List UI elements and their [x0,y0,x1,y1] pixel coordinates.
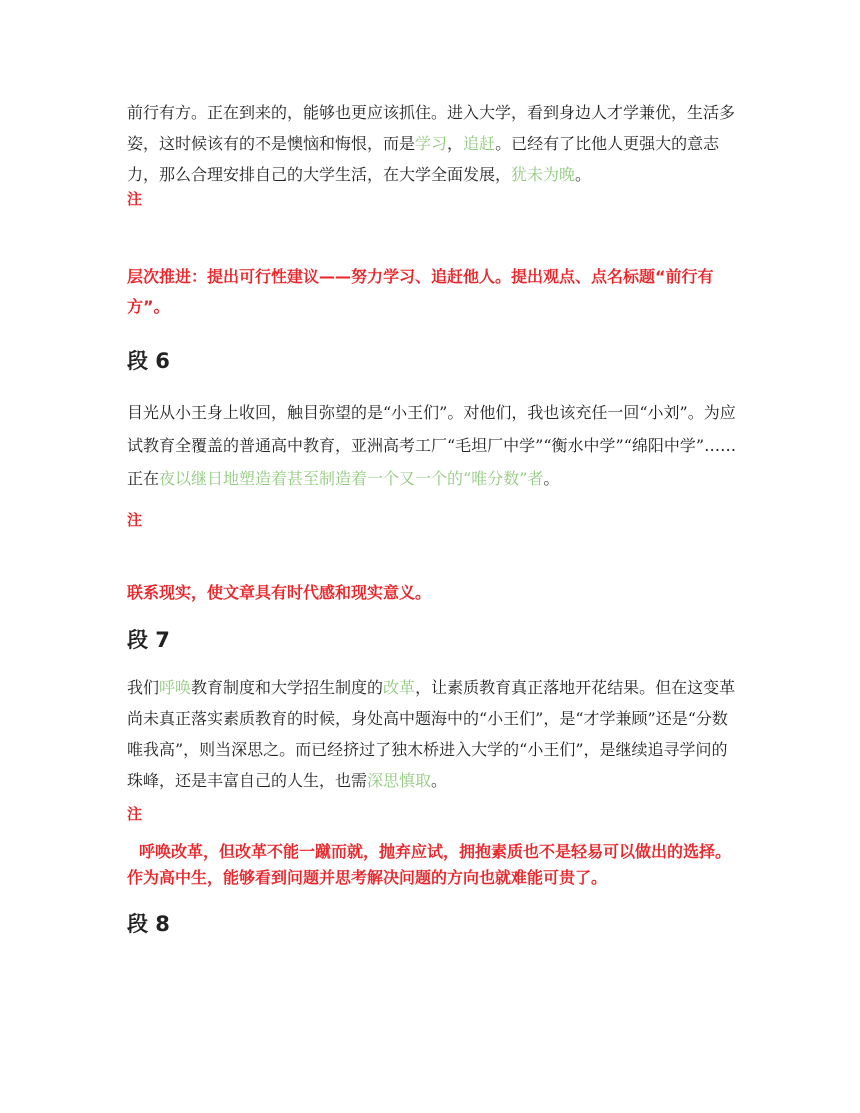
text-run: ， [447,134,464,153]
note-label: 注 [127,805,143,823]
paragraph-6 [127,396,739,495]
section-heading: 段 7 [127,628,170,652]
text-run: 目光从小王身上收回，触目弥望的是“小王们”。对他们，我也该充任一回“小刘”。为应试教育全覆盖的普通高中教育，亚洲高考工厂“毛坦厂中学”“衡水中学”“绵阳中学”……正在 [127,403,737,488]
highlight-run: 追赶 [463,134,496,153]
highlight-run: 夜以继日地塑造着甚至制造着一个又一个的“唯分数”者 [159,469,544,488]
text-run: 。 [575,165,592,184]
text-run: ，让素质教育真正落地开花结果。但在这变革尚未真正落实素质教育的时候，身处高中题海中的“小王们”，是“才学兼顾”还是“分数唯我高”，则当深思之。而已经挤过了独木桥进入大学的“小王们”，是继续追寻学问的珠峰，还是丰富自己的人生，也需 [127,678,736,790]
note-label: 注 [127,511,143,529]
text-run: 前行有方。正在到来的，能够也更应该抓住。进入大学，看到身边人才学兼优，生活多姿，这时候该有的不是懊恼和悔恨，而是 [127,103,736,153]
text-run: 。 [431,771,448,790]
note-text: 联系现实，使文章具有时代感和现实意义。 [127,583,432,602]
text-run: 教育制度和大学招生制度的 [191,678,384,697]
text-run: 。已经有了比他人更强大的意志力，那么合理安排自己的大学生活，在大学全面发展， [127,134,720,184]
highlight-run: 犹未为晚 [511,165,576,184]
paragraph-7 [127,672,739,796]
note-text: 层次推进：提出可行性建议——努力学习、追赶他人。提出观点、点名标题“前行有方”。 [127,267,714,316]
note-label: 注 [127,190,143,208]
highlight-run: 改革 [383,678,416,697]
text-run: 。 [543,469,560,488]
section-heading: 段 8 [127,912,170,936]
highlight-run: 深思慎取 [367,771,432,790]
text-run: 我们 [127,678,160,697]
note-text: 呼唤改革，但改革不能一蹴而就，抛弃应试，拥抱素质也不是轻易可以做出的选择。作为高中生，能够看到问题并思考解决问题的方向也就难能可贵了。 [127,842,732,887]
section-heading: 段 6 [127,349,170,373]
highlight-run: 呼唤 [159,678,192,697]
highlight-run: 学习 [415,134,448,153]
paragraph-5 [127,97,739,190]
